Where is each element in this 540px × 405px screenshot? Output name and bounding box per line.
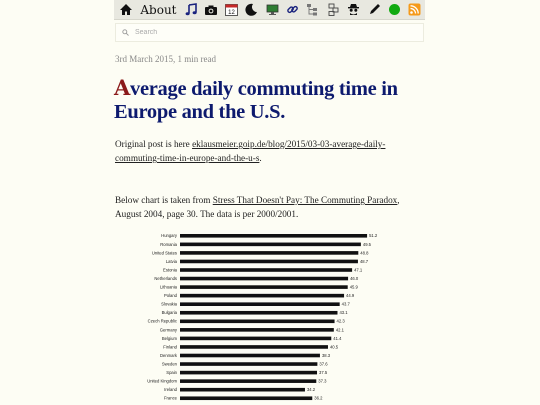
value-label: 36.2 bbox=[314, 395, 323, 401]
value-label: 48.7 bbox=[359, 258, 369, 264]
category-label: Latvia bbox=[165, 258, 177, 264]
category-label: Estonia bbox=[163, 267, 177, 273]
rss-icon bbox=[408, 3, 421, 16]
category-label: Belgium bbox=[161, 335, 177, 341]
value-label: 51.2 bbox=[369, 233, 378, 239]
bar bbox=[180, 328, 334, 332]
value-label: 41.4 bbox=[333, 335, 342, 341]
category-label: Hungary bbox=[161, 233, 177, 239]
moon-icon bbox=[245, 3, 258, 16]
value-label: 37.6 bbox=[319, 361, 328, 367]
bar bbox=[180, 371, 317, 375]
music-icon bbox=[185, 3, 197, 16]
value-label: 43.1 bbox=[339, 310, 348, 316]
category-label: Germany bbox=[159, 327, 177, 333]
category-label: Slovakia bbox=[161, 301, 177, 307]
value-label: 42.1 bbox=[335, 327, 344, 333]
page-title bbox=[114, 76, 426, 124]
bar bbox=[180, 277, 348, 281]
bar bbox=[180, 354, 320, 358]
status-dot-icon bbox=[388, 3, 401, 16]
rss-link[interactable] bbox=[405, 0, 425, 20]
category-label: Netherlands bbox=[154, 275, 177, 281]
top-navigation-bar bbox=[114, 0, 425, 20]
bar bbox=[180, 243, 361, 247]
bar bbox=[180, 234, 367, 238]
bar bbox=[180, 379, 316, 383]
value-label: 45.9 bbox=[349, 284, 358, 290]
bar bbox=[180, 337, 331, 341]
p1-suffix: . bbox=[259, 153, 262, 163]
pages-icon bbox=[327, 3, 340, 16]
bar bbox=[180, 388, 305, 392]
category-label: Finland bbox=[163, 344, 177, 350]
original-post-link[interactable]: eklausmeier.goip.de/blog/2015/03-03-average-daily-commuting-time-in-europe-and-the-u-s bbox=[115, 139, 386, 163]
home-link[interactable] bbox=[116, 0, 136, 20]
monitor-link[interactable] bbox=[262, 0, 282, 20]
edit-link[interactable] bbox=[364, 0, 384, 20]
music-link[interactable] bbox=[181, 0, 201, 20]
value-label: 48.8 bbox=[360, 250, 369, 256]
value-label: 37.5 bbox=[319, 370, 328, 375]
calendar-day: 12 bbox=[228, 10, 235, 16]
night-mode-toggle[interactable] bbox=[242, 0, 262, 20]
category-label: Poland bbox=[163, 293, 177, 299]
original-post-paragraph bbox=[115, 137, 415, 165]
bar bbox=[180, 268, 352, 272]
bar bbox=[180, 251, 358, 255]
category-label: Lithuania bbox=[160, 284, 177, 290]
title-drop-cap: A bbox=[114, 75, 130, 100]
category-label: Czech Republic bbox=[147, 318, 177, 324]
category-label: France bbox=[163, 395, 177, 401]
category-label: Sweden bbox=[161, 361, 177, 367]
tree-icon bbox=[306, 3, 319, 16]
pages-link[interactable] bbox=[323, 0, 343, 20]
spy-icon bbox=[347, 3, 360, 16]
calendar-icon bbox=[225, 3, 238, 16]
value-label: 42.3 bbox=[336, 318, 345, 324]
camera-icon bbox=[204, 4, 218, 16]
home-icon bbox=[119, 3, 133, 16]
sitemap-link[interactable] bbox=[303, 0, 323, 20]
bar bbox=[180, 362, 317, 366]
search-icon bbox=[122, 29, 129, 36]
chart-source-paragraph bbox=[115, 193, 415, 221]
category-label: United States bbox=[151, 250, 177, 256]
bar bbox=[180, 311, 337, 315]
bar bbox=[180, 294, 344, 298]
bar bbox=[180, 320, 335, 324]
bar bbox=[180, 285, 348, 289]
bar bbox=[180, 260, 358, 264]
p2-suffix: , August 2004, page 30. The data is per 2000/2001. bbox=[115, 195, 400, 219]
category-label: Ireland bbox=[164, 387, 177, 393]
category-label: Bulgaria bbox=[161, 310, 177, 316]
value-label: 47.1 bbox=[354, 267, 363, 273]
status-indicator[interactable] bbox=[384, 0, 404, 20]
link-icon bbox=[286, 3, 299, 16]
bar bbox=[180, 302, 340, 306]
value-label: 40.5 bbox=[329, 344, 339, 350]
p1-prefix: Original post is here bbox=[115, 139, 193, 149]
value-label: 34.2 bbox=[306, 387, 316, 393]
post-date: 3rd March 2015, 1 min read bbox=[115, 54, 216, 64]
value-label: 38.3 bbox=[321, 352, 331, 358]
calendar-link[interactable] bbox=[221, 0, 241, 20]
value-label: 44.9 bbox=[346, 293, 355, 299]
value-label: 46.0 bbox=[350, 275, 359, 281]
links-link[interactable] bbox=[282, 0, 302, 20]
pen-icon bbox=[368, 3, 381, 16]
photo-link[interactable] bbox=[201, 0, 221, 20]
value-label: 43.7 bbox=[341, 301, 350, 307]
p2-prefix: Below chart is taken from bbox=[115, 195, 213, 205]
commuting-time-chart bbox=[142, 232, 402, 405]
about-link[interactable]: About bbox=[140, 2, 177, 17]
category-label: United Kingdom bbox=[147, 378, 177, 384]
search-input[interactable] bbox=[133, 28, 417, 37]
search-box bbox=[115, 23, 424, 42]
category-label: Romania bbox=[160, 241, 177, 247]
bar-chart bbox=[142, 232, 402, 405]
title-text: verage daily commuting time in Europe and the U.S. bbox=[114, 78, 398, 123]
source-paper-link[interactable]: Stress That Doesn't Pay: The Commuting Paradox bbox=[212, 195, 398, 205]
category-label: Denmark bbox=[160, 352, 177, 358]
value-label: 49.5 bbox=[362, 241, 372, 247]
category-label: Spain bbox=[166, 370, 177, 375]
value-label: 37.3 bbox=[318, 378, 327, 384]
spy-link[interactable] bbox=[344, 0, 364, 20]
bar bbox=[180, 345, 328, 349]
monitor-icon bbox=[266, 3, 279, 16]
bar bbox=[180, 396, 312, 400]
